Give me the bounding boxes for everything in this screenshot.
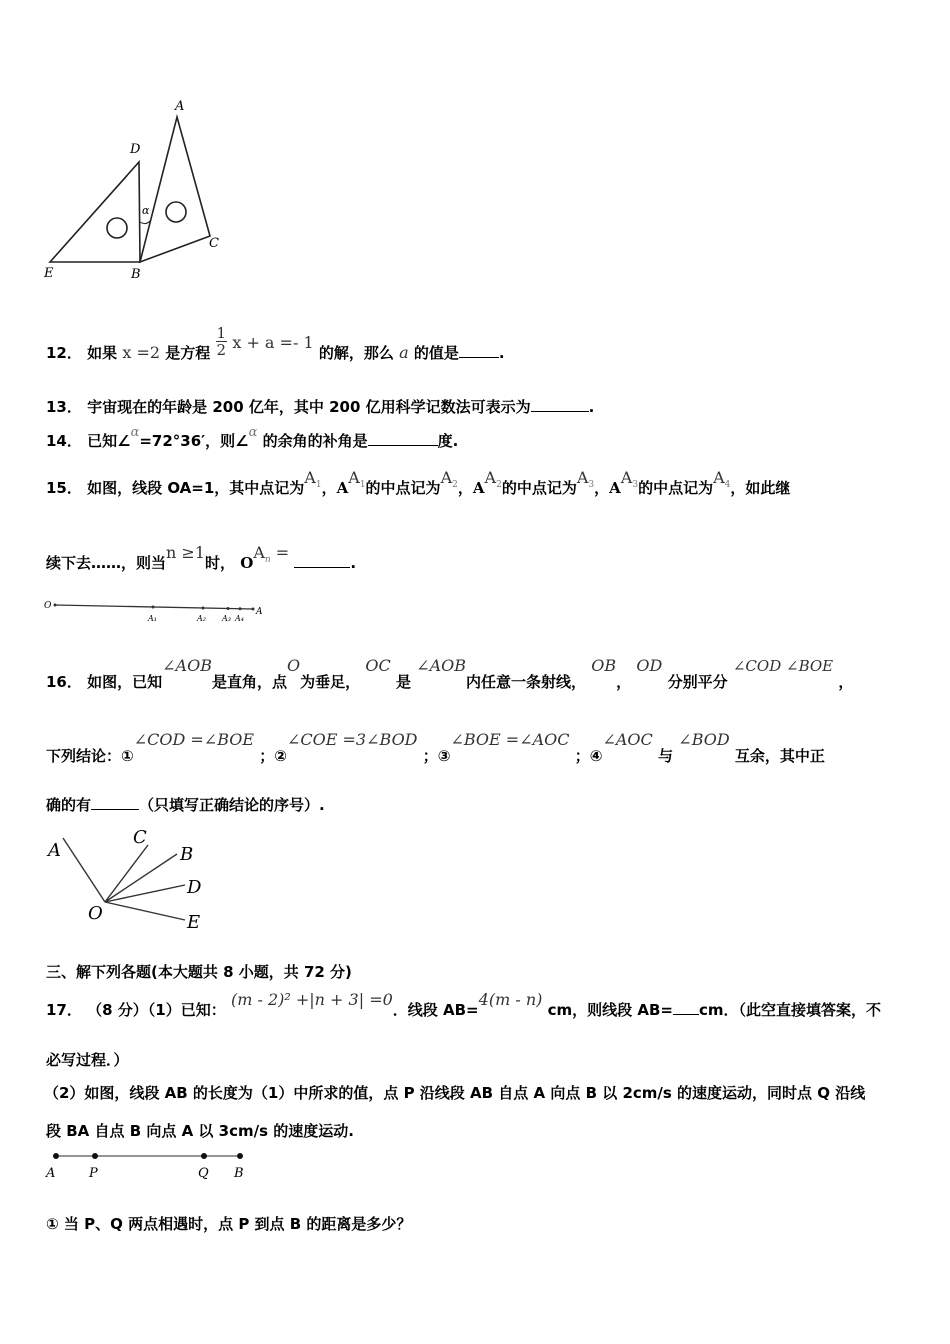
math-A4: $A_4$ xyxy=(713,468,731,490)
question-15: 15． 如图，线段 OA=1，其中点记为$A_1$，$AA_1$的中点记为$A_2$，$AA_2$的中点记为$A_3$，$AA_3$的中点记为$A_4$，如此继 xyxy=(46,468,791,497)
math-A1: $A_1$ xyxy=(304,468,322,490)
segment-figure xyxy=(40,595,270,627)
q-number: 13． xyxy=(46,398,82,416)
math-fraction: $\frac{1}{2}$ xyxy=(216,324,227,359)
label-A1: A₁ xyxy=(148,614,157,623)
conclusion-2: ∠COE =3∠BOD xyxy=(286,730,418,749)
conclusion-3: ∠BOE =∠AOC xyxy=(450,730,570,749)
text: 如图，线段 OA=1，其中点记为 xyxy=(87,479,305,497)
question-17-part2-line1: （2）如图，线段 AB 的长度为（1）中所求的值，点 P 沿线段 AB 自点 A 向点 B 以 2cm/s 的速度运动，同时点 Q 沿线 xyxy=(44,1084,866,1102)
question-13 xyxy=(46,397,594,417)
answer-blank[interactable] xyxy=(459,343,499,358)
text: 的余角的补角是 xyxy=(262,432,368,450)
answer-blank[interactable] xyxy=(531,397,589,412)
question-12 xyxy=(46,324,505,370)
math-alpha: α xyxy=(248,425,258,440)
math-condition: x =2 xyxy=(122,343,161,362)
question-14 xyxy=(46,425,459,453)
text: =72°36′，则∠ xyxy=(139,432,249,450)
rays-figure xyxy=(40,820,220,935)
text: 的值是 xyxy=(413,344,459,362)
label-A: A xyxy=(175,99,185,114)
math-expression: 4(m - n) xyxy=(478,990,543,1009)
label-D: D xyxy=(187,877,202,898)
label-Q: Q xyxy=(198,1166,209,1181)
label-A: A xyxy=(46,1166,56,1181)
text: 度. xyxy=(437,432,459,450)
question-16-line3: 确的有 （只填写正确结论的序号）. xyxy=(46,796,325,814)
q-number: 15． xyxy=(46,479,82,497)
label-A3: A₃ xyxy=(222,614,231,623)
label-B: B xyxy=(131,267,141,282)
math-angle: ∠AOB xyxy=(162,656,212,675)
triangles-figure xyxy=(40,95,230,285)
label-C: C xyxy=(209,236,219,251)
conclusion-4a: ∠AOC xyxy=(602,730,653,749)
text: 续下去……，则当 xyxy=(46,554,167,572)
q-number: 16． xyxy=(46,673,82,691)
math-equation: x + a =- 1 xyxy=(232,333,314,352)
math-A2: $A_2$ xyxy=(484,468,502,490)
question-17-part2-line2: 段 BA 自点 B 向点 A 以 3cm/s 的速度运动. xyxy=(46,1122,354,1140)
q-number: 17． xyxy=(46,1001,82,1019)
question-17: 17． （8 分）（1）已知： (m - 2)² +|n + 3| =0．线段 AB=4(m - n) cm，则线段 AB= cm．（此空直接填答案，不 xyxy=(46,990,881,1019)
text: 的解，那么 xyxy=(318,344,394,362)
label-alpha: α xyxy=(142,204,150,217)
math-A3: $A_3$ xyxy=(576,468,595,490)
text: . xyxy=(498,344,505,362)
conclusion-1: ∠COD =∠BOE xyxy=(133,730,255,749)
text: 是方程 xyxy=(165,344,211,362)
question-17-line2: 必写过程．） xyxy=(46,1051,129,1069)
math-alpha: α xyxy=(130,425,140,440)
math-A1: $A_1$ xyxy=(348,468,366,490)
apqb-figure xyxy=(40,1148,260,1183)
label-E: E xyxy=(187,912,201,933)
answer-blank[interactable] xyxy=(294,553,350,568)
section-3-title: 三、解下列各题(本大题共 8 小题，共 72 分) xyxy=(46,963,352,981)
q-number: 14． xyxy=(46,432,82,450)
math-An: $A_n$ = xyxy=(253,543,290,565)
label-O: O xyxy=(88,903,103,924)
math-A2: $A_2$ xyxy=(440,468,458,490)
q-number: 12． xyxy=(46,344,82,362)
math-condition: n ≥1 xyxy=(166,543,205,562)
question-15-line2: 续下去……，则当n ≥1时， $OA_n$ = . xyxy=(46,543,357,572)
label-O: O xyxy=(44,601,52,611)
math-A3: $A_3$ xyxy=(620,468,639,490)
text: 已知∠ xyxy=(87,432,131,450)
label-A: A xyxy=(48,840,61,861)
label-A: A xyxy=(256,607,263,617)
label-E: E xyxy=(44,266,54,281)
answer-blank[interactable] xyxy=(368,431,438,446)
label-D: D xyxy=(130,142,141,157)
text: . xyxy=(588,398,595,416)
label-C: C xyxy=(133,827,147,848)
answer-blank[interactable] xyxy=(91,795,139,810)
math-condition: (m - 2)² +|n + 3| =0 xyxy=(230,990,393,1009)
label-B: B xyxy=(234,1166,244,1181)
label-A4: A₄ xyxy=(235,614,244,623)
question-17-sub1: ① 当 P、Q 两点相遇时，点 P 到点 B 的距离是多少？ xyxy=(46,1215,412,1233)
question-16: 16． 如图，已知∠AOB是直角，点O为垂足， OC 是 ∠AOB内任意一条射线， OB， OD 分别平分 ∠COD ∠BOE ， xyxy=(46,656,854,691)
question-16-line2: 下列结论：①∠COD =∠BOE ；②∠COE =3∠BOD ；③∠BOE =∠AOC ；④∠AOC 与 ∠BOD 互余，其中正 xyxy=(46,730,825,765)
answer-blank[interactable] xyxy=(673,1000,699,1015)
label-B: B xyxy=(180,844,194,865)
conclusion-4b: ∠BOD xyxy=(678,730,730,749)
text: 宇宙现在的年龄是 200 亿年，其中 200 亿用科学记数法可表示为 xyxy=(87,398,531,416)
text: 如果 xyxy=(87,344,118,362)
label-P: P xyxy=(89,1166,98,1181)
label-A2: A₂ xyxy=(197,614,206,623)
math-var: a xyxy=(399,343,409,362)
